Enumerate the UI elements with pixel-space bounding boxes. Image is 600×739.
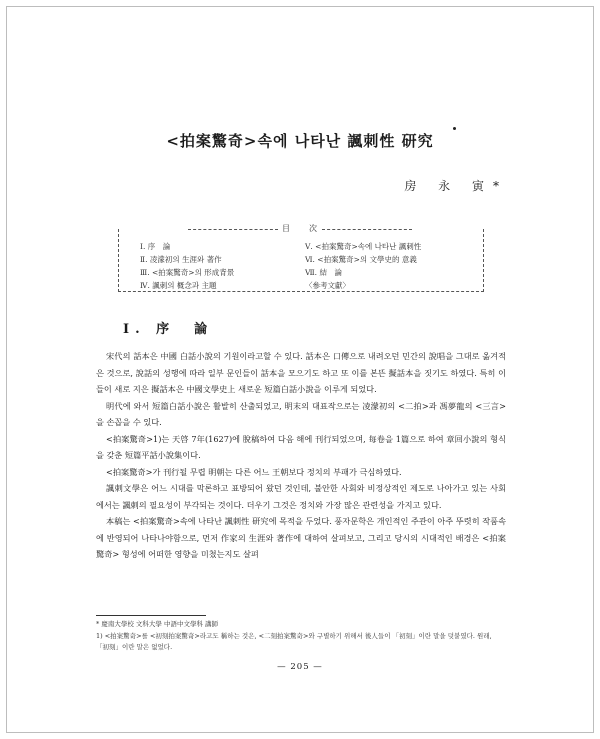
toc-right-column [305, 240, 475, 292]
toc-item: Ⅲ. <拍案驚奇>의 形成背景 [140, 268, 235, 277]
page-number: — 205 — [277, 662, 323, 672]
footnote: 1) <拍案驚奇>를 <初刻拍案驚奇>라고도 稱하는 것은, <二刻拍案驚奇>와 구별하기 위해서 後人들이 「初刻」이란 말을 덧붙였다. 원래, 「初刻」이란 말은 없었다. [96, 631, 492, 651]
toc-item: Ⅶ. 結 論 [305, 268, 342, 277]
toc-item: Ⅱ. 凌濛初의 生涯와 著作 [140, 255, 222, 264]
body-text [96, 348, 506, 563]
toc-item: 〈參考文獻〉 [305, 281, 350, 290]
toc-item: Ⅴ. <拍案驚奇>속에 나타난 諷刺性 [305, 242, 422, 251]
toc-item: Ⅳ. 諷刺의 概念과 主題 [140, 281, 217, 290]
paragraph: 明代에 와서 短篇白話小說은 활발히 산출되었고, 明末의 대표작으로는 凌濛初의 <二拍>과 馮夢龍의 <三言>을 손꼽을 수 있다. [96, 400, 506, 427]
paragraph: <拍案驚奇>1)는 天啓 7年(1627)에 脫稿하여 다음 해에 刊行되었으며, 每卷을 1篇으로 하여 章回小說의 형식을 갖춘 短篇平話小說集이다. [96, 433, 506, 460]
section-heading: Ⅰ. 序 論 [123, 322, 214, 337]
toc-left-column [140, 240, 305, 292]
toc-item: Ⅰ. 序 論 [140, 242, 171, 251]
toc-heading: 目 次 [282, 224, 318, 233]
author-name: 房 永 寅* [404, 179, 508, 193]
paper-title: <拍案驚奇>속에 나타난 諷刺性 研究 [166, 132, 434, 150]
paragraph: 諷刺文學은 어느 시대를 막론하고 표방되어 왔던 것인데, 불안한 사회와 비정상적인 제도로 나아가고 있는 사회에서는 諷刺의 필요성이 부각되는 것이다. 더우기 그것은 정치와 가장 많은 관련성을 가지고 있다. [96, 483, 506, 510]
footnote: * 慶南大學校 文科大學 中語中文學科 講師 [96, 620, 219, 628]
footnote-separator [96, 615, 206, 616]
toc-item: Ⅵ. <拍案驚奇>의 文學史的 意義 [305, 255, 417, 264]
paragraph: 本稿는 <拍案驚奇>속에 나타난 諷刺性 研究에 목적을 두었다. 풍자문학은 개인적인 주관이 아주 뚜렷히 작품속에 반영되어 나타나야함으로, 먼저 作家의 生涯와 著作에 대하여 살펴보고, 그리고 당시의 시대적인 배경은 <拍案驚奇> 형성에 어떠한 영향을 미쳤는지도 살펴 [96, 516, 506, 559]
paragraph: 宋代의 話本은 中國 白話小說의 기원이라고할 수 있다. 話本은 口傳으로 내려오던 민간의 說唱을 그대로 옮겨적은 것으로, 說話의 성행에 따라 일부 문인들이 話本을 모으기도 하고 또 이를 본뜬 擬話本을 짓기도 하였다. 특히 이들이 새로 지은 擬話本은 中國文學史上 새로운 短篇白話小說을 이루게 되었다. [96, 351, 506, 394]
paragraph: <拍案驚奇>가 刊行될 무렵 明朝는 다른 어느 王朝보다 정치의 부패가 극심하였다. [106, 466, 402, 477]
footnotes [96, 619, 506, 654]
